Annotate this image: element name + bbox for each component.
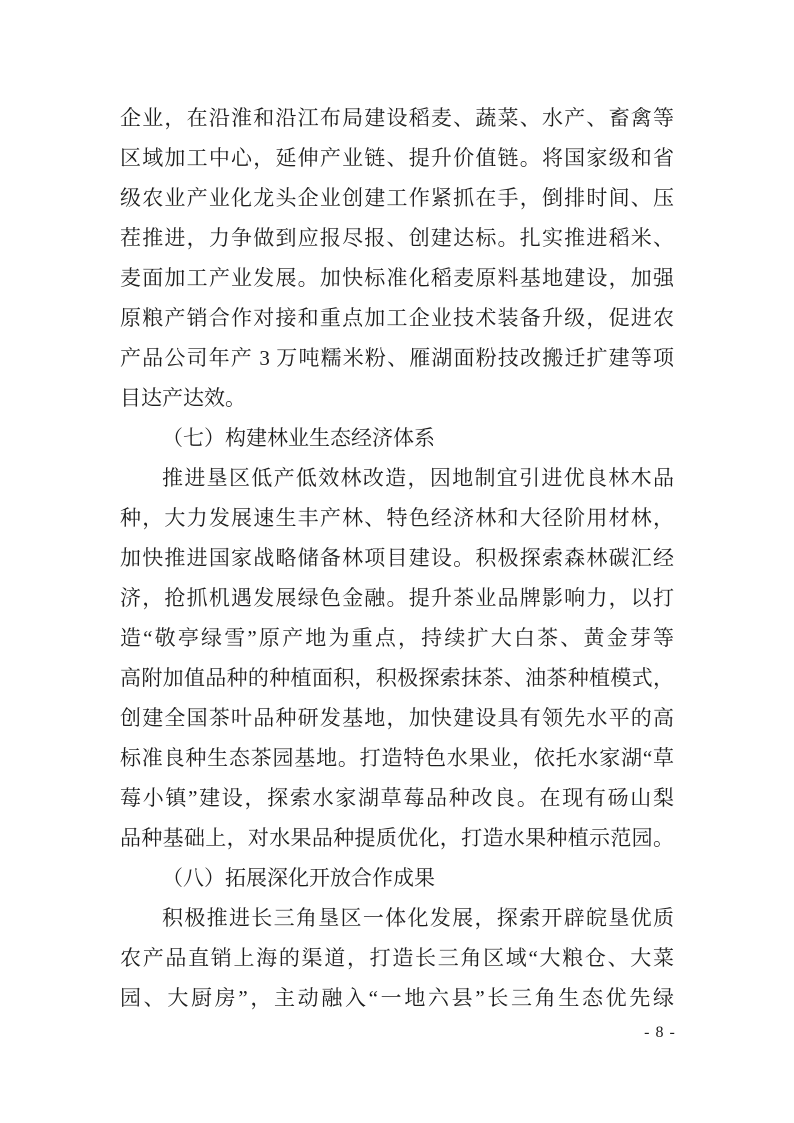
text-line: 加快推进国家战略储备林项目建设。积极探索森林碳汇经	[120, 546, 674, 570]
text-line: 济，抢抓机遇发展绿色金融。提升茶业品牌影响力，以打	[120, 586, 674, 610]
text-line: 创建全国茶叶品种研发基地，加快建设具有领先水平的高	[120, 706, 674, 730]
text-line: 高附加值品种的种植面积，积极探索抹茶、油茶种植模式，	[120, 666, 674, 690]
text-line: 产品公司年产 3 万吨糯米粉、雁湖面粉技改搬迁扩建等项	[120, 346, 674, 370]
text-line: 茬推进，力争做到应报尽报、创建达标。扎实推进稻米、	[120, 226, 674, 250]
text-line: 麦面加工产业发展。加快标准化稻麦原料基地建设，加强	[120, 266, 674, 290]
paragraph	[120, 458, 674, 858]
text-line: 积极推进长三角垦区一体化发展，探索开辟皖垦优质	[162, 906, 674, 930]
page-number: - 8 -	[644, 1024, 676, 1041]
text-line: 区域加工中心，延伸产业链、提升价值链。将国家级和省	[120, 146, 674, 170]
text-line: 企业，在沿淮和沿江布局建设稻麦、蔬菜、水产、畜禽等	[120, 106, 674, 130]
document-content	[120, 98, 674, 1018]
text-line: 种，大力发展速生丰产林、特色经济林和大径阶用材林，	[120, 506, 674, 530]
text-line: 造“敬亭绿雪”原产地为重点，持续扩大白茶、黄金芽等	[120, 626, 674, 650]
text-line: 推进垦区低产低效林改造，因地制宜引进优良林木品	[162, 466, 674, 490]
paragraph	[120, 98, 674, 418]
text-line: 目达产达效。	[120, 386, 246, 410]
text-line: 级农业产业化龙头企业创建工作紧抓在手，倒排时间、压	[120, 186, 674, 210]
section-heading: （八）拓展深化开放合作成果	[162, 866, 435, 890]
paragraph	[120, 898, 674, 1018]
text-line: 农产品直销上海的渠道，打造长三角区域“大粮仓、大菜	[120, 946, 674, 970]
text-line: 园、大厨房”，主动融入“一地六县”长三角生态优先绿	[120, 986, 674, 1010]
text-line: 莓小镇”建设，探索水家湖草莓品种改良。在现有砀山梨	[120, 786, 674, 810]
text-line: 品种基础上，对水果品种提质优化，打造水果种植示范园。	[120, 826, 674, 850]
section-heading: （七）构建林业生态经济体系	[162, 426, 435, 450]
text-line: 标准良种生态茶园基地。打造特色水果业，依托水家湖“草	[120, 746, 674, 770]
text-line: 原粮产销合作对接和重点加工企业技术装备升级，促进农	[120, 306, 674, 330]
